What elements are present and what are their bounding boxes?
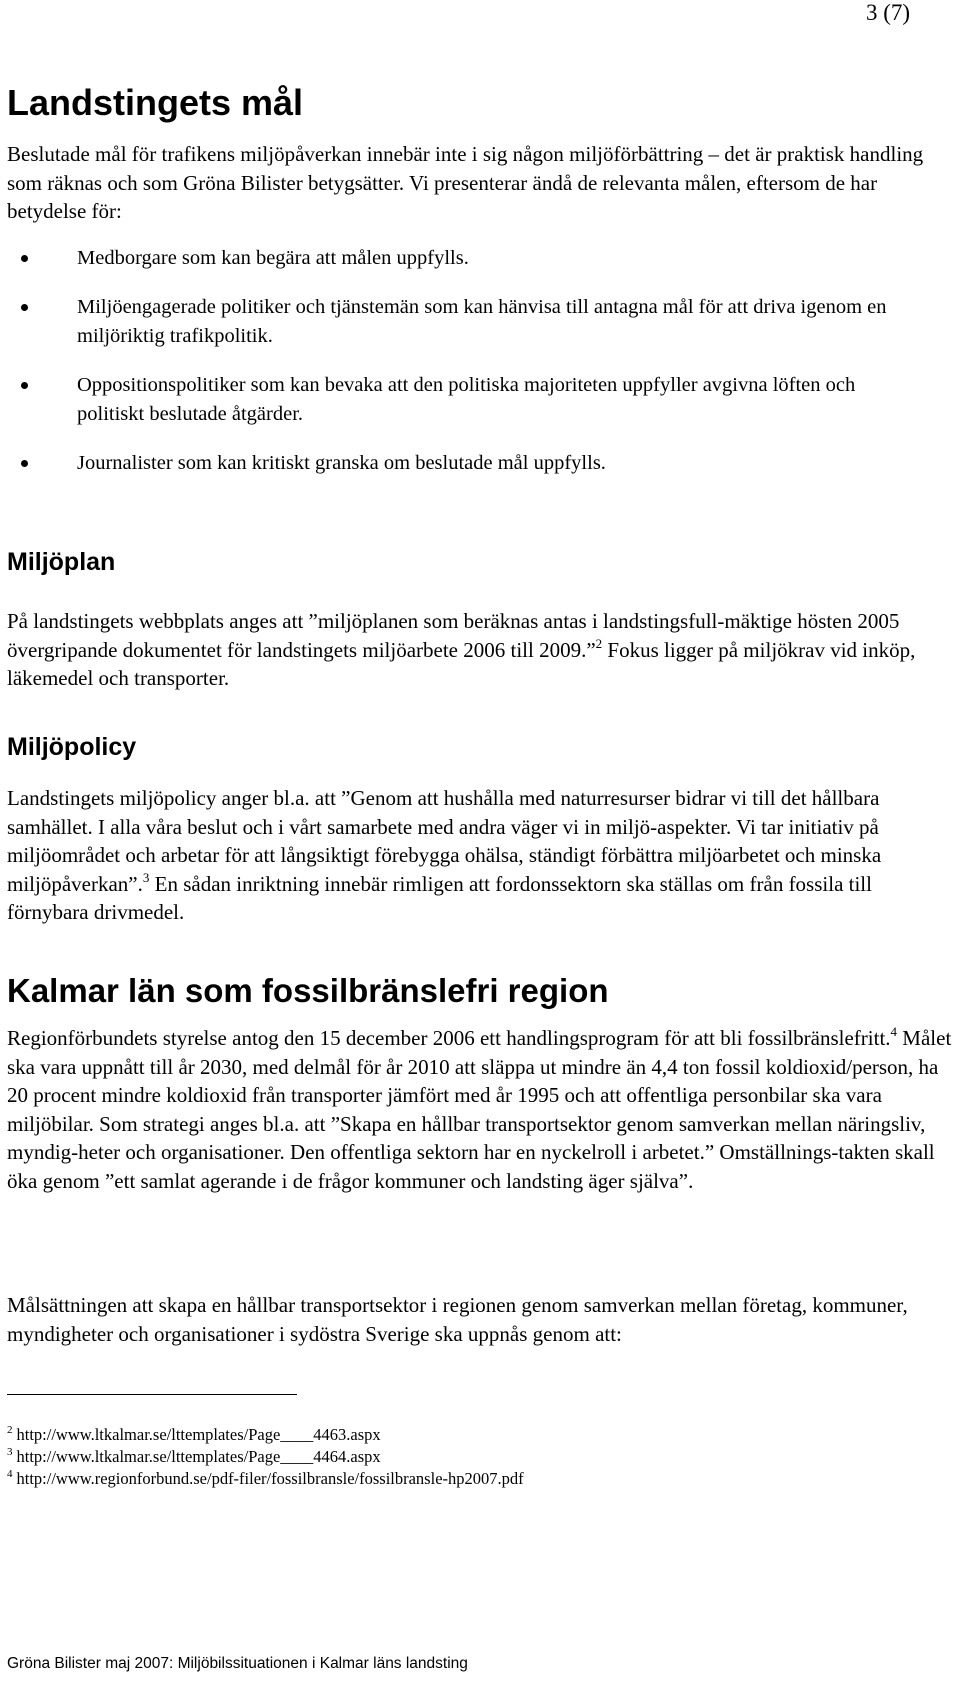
footnote-link[interactable]: http://www.regionforbund.se/pdf-filer/fossilbransle/fossilbransle-hp2007.pdf — [16, 1469, 524, 1488]
footnote-link[interactable]: http://www.ltkalmar.se/lttemplates/Page____4464.aspx — [16, 1447, 381, 1466]
list-item: Journalister som kan kritiskt granska om beslutade mål uppfylls. — [7, 449, 907, 478]
bullet-icon — [21, 460, 28, 467]
list-item: Medborgare som kan begära att målen uppfylls. — [7, 244, 907, 273]
footnote-ref: 4 — [890, 1024, 898, 1039]
bullet-icon — [21, 382, 28, 389]
kalmar-paragraph: Regionförbundets styrelse antog den 15 december 2006 ett handlingsprogram för att bli fossilbränslefritt.$^4$ Målet ska vara uppnått till år 2030, med delmål för år 2010 att släppa ut mindre än 4,4 ton fossil koldioxid/person, ha 20 procent mindre koldioxid från transporter jämfört med år 1995 och att offentliga personbilar ska vara miljöbilar. Som strategi anges bl.a. att ”Skapa en hållbar transportsektor genom samverkan mellan näringsliv, myndig-heter och organisationer. Den offentliga sektorn har en nyckelroll i arbetet.” Omställnings-takten skall öka genom ”ett samlat agerande i de frågor kommuner och landsting äger själva”. — [7, 1024, 952, 1193]
footnote-separator — [7, 1394, 297, 1395]
footnote-ref: 2 — [595, 635, 603, 651]
footnote-ref: 3 — [142, 869, 150, 885]
page-number: 3 (7) — [866, 0, 911, 25]
intro-paragraph: Beslutade mål för trafikens miljöpåverkan innebär inte i sig någon miljöförbättring – det är praktisk handling som räknas och som Gröna Bilister betygsätter. Vi presenterar ändå de relevanta målen, eftersom de har betydelse för: — [7, 142, 924, 223]
section-heading-landstingets-mal: Landstingets mål — [7, 82, 304, 123]
section-heading-miljoplan: Miljöplan — [7, 548, 116, 576]
section-heading-miljopolicy: Miljöpolicy — [7, 733, 137, 761]
list-item: Oppositionspolitiker som kan bevaka att den politiska majoriteten uppfyller avgivna löften och politiskt beslutade åtgärder. — [7, 371, 907, 429]
bullet-icon — [21, 304, 28, 311]
page-footer: Gröna Bilister maj 2007: Miljöbilssituationen i Kalmar läns landsting — [7, 1655, 468, 1672]
miljopolicy-paragraph: Landstingets miljöpolicy anger bl.a. att ”Genom att hushålla med naturresurser bidrar vi till det hållbara samhället. I alla våra beslut och i vårt samarbete med andra väger vi in miljö-aspekter. Vi tar initiativ på miljöområdet och arbetar för att långsiktigt förebygga ohälsa, ständigt förbättra miljöarbetet och minska miljöpåverkan”.$^3$ En sådan inriktning innebär rimligen att fordonssektorn ska ställas om från fossila till förnybara drivmedel. — [7, 786, 882, 924]
miljoplan-paragraph: På landstingets webbplats anges att ”miljöplanen som beräknas antas i landstingsfull-mäktige hösten 2005 övergripande dokumentet för landstingets miljöarbete 2006 till 2009.”$^2$ Fokus ligger på miljökrav vid inköp, läkemedel och transporter. — [7, 609, 916, 690]
footnote: $^4$ http://www.regionforbund.se/pdf-filer/fossilbransle/fossilbransle-hp2007.pdf — [7, 1468, 524, 1488]
footnotes — [7, 1424, 524, 1490]
bullet-icon — [21, 255, 28, 262]
footnote-link[interactable]: http://www.ltkalmar.se/lttemplates/Page____4463.aspx — [16, 1425, 381, 1444]
stakeholder-list — [7, 244, 907, 498]
list-item: Miljöengagerade politiker och tjänstemän som kan hänvisa till antagna mål för att driva igenom en miljöriktig trafikpolitik. — [7, 293, 907, 351]
section-heading-kalmar-lan: Kalmar län som fossilbränslefri region — [7, 972, 609, 1009]
footnote: $^3$ http://www.ltkalmar.se/lttemplates/Page____4464.aspx — [7, 1446, 381, 1466]
footnote: $^2$ http://www.ltkalmar.se/lttemplates/Page____4463.aspx — [7, 1424, 381, 1444]
malsattning-paragraph: Målsättningen att skapa en hållbar transportsektor i regionen genom samverkan mellan företag, kommuner, myndigheter och organisationer i sydöstra Sverige ska uppnås genom att: — [7, 1293, 908, 1346]
